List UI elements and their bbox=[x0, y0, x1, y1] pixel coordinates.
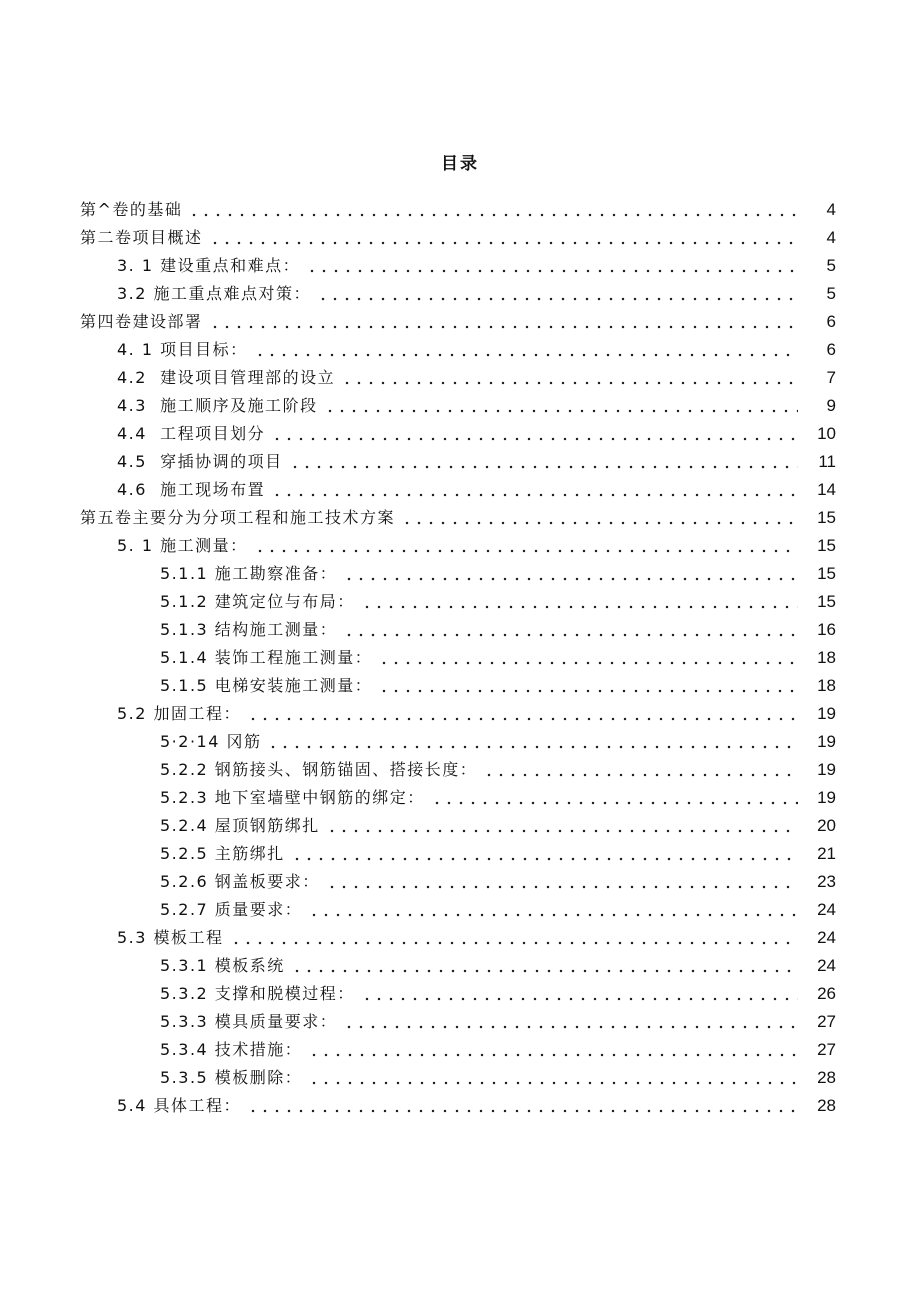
toc-entry-page-number: 9 bbox=[826, 396, 836, 415]
toc-entry-page-number: 19 bbox=[817, 732, 836, 751]
toc-entry-label: 5.3.2 支撑和脱模过程： bbox=[160, 984, 355, 1003]
toc-dot-leader bbox=[306, 252, 798, 280]
toc-entry-page-number: 28 bbox=[817, 1068, 836, 1087]
toc-entry-label: 5.2.4 屋顶钢筋绑扎 bbox=[160, 816, 320, 835]
toc-entry[interactable] bbox=[0, 224, 920, 252]
toc-dot-leader bbox=[361, 980, 798, 1008]
toc-entry-label: 4.2 建设项目管理部的设立 bbox=[117, 368, 336, 387]
toc-entry-label: 5.1.1 施工勘察准备： bbox=[160, 564, 338, 583]
toc-entry-page-number: 6 bbox=[826, 312, 836, 331]
toc-entry-page-number: 18 bbox=[817, 676, 836, 695]
toc-entry-page-number: 10 bbox=[817, 424, 836, 443]
toc-entry[interactable] bbox=[0, 280, 920, 308]
toc-dot-leader bbox=[343, 616, 798, 644]
toc-entry-page-number: 27 bbox=[817, 1012, 836, 1031]
toc-entry-label: 4.5 穿插协调的项目 bbox=[117, 452, 283, 471]
toc-entry-page-number: 21 bbox=[817, 844, 836, 863]
toc-entry[interactable] bbox=[0, 336, 920, 364]
toc-entry-label: 5·2·14 冈筋 bbox=[160, 732, 262, 751]
toc-entry[interactable] bbox=[0, 392, 920, 420]
toc-dot-leader bbox=[341, 364, 798, 392]
toc-dot-leader bbox=[230, 924, 798, 952]
toc-dot-leader bbox=[343, 560, 798, 588]
toc-entry[interactable] bbox=[0, 868, 920, 896]
toc-entry-label: 5.1.5 电梯安装施工测量： bbox=[160, 676, 373, 695]
toc-entry[interactable] bbox=[0, 420, 920, 448]
toc-dot-leader bbox=[401, 504, 798, 532]
toc-entry-label: 5. 1 施工测量： bbox=[117, 536, 248, 555]
toc-entry-label: 5.1.2 建筑定位与布局： bbox=[160, 592, 355, 611]
toc-dot-leader bbox=[378, 672, 798, 700]
toc-entry-page-number: 4 bbox=[826, 228, 836, 247]
toc-dot-leader bbox=[361, 588, 798, 616]
toc-entry-page-number: 20 bbox=[817, 816, 836, 835]
toc-entry[interactable] bbox=[0, 728, 920, 756]
toc-entry[interactable] bbox=[0, 840, 920, 868]
toc-dot-leader bbox=[431, 784, 798, 812]
toc-dot-leader bbox=[308, 896, 798, 924]
toc-dot-leader bbox=[378, 644, 798, 672]
toc-entry-page-number: 28 bbox=[817, 1096, 836, 1115]
toc-dot-leader bbox=[291, 840, 798, 868]
toc-dot-leader bbox=[254, 336, 798, 364]
toc-entry-label: 4. 1 项目目标： bbox=[117, 340, 248, 359]
toc-dot-leader bbox=[247, 700, 798, 728]
toc-entry-label: 3. 1 建设重点和难点： bbox=[117, 256, 301, 275]
toc-entry-label: 4.3 施工顺序及施工阶段 bbox=[117, 396, 318, 415]
toc-entry-page-number: 18 bbox=[817, 648, 836, 667]
toc-entry-label: 5.2.5 主筋绑扎 bbox=[160, 844, 285, 863]
toc-entry-label: 5.2.3 地下室墙壁中钢筋的绑定： bbox=[160, 788, 425, 807]
toc-entry-label: 5.3 模板工程 bbox=[117, 928, 224, 947]
toc-entry-label: 5.4 具体工程： bbox=[117, 1096, 242, 1115]
toc-entry-label: 第二卷项目概述 bbox=[80, 228, 203, 247]
toc-entry-page-number: 15 bbox=[817, 536, 836, 555]
toc-entry-label: 4.6 施工现场布置 bbox=[117, 480, 266, 499]
toc-entry-label: 5.3.4 技术措施： bbox=[160, 1040, 303, 1059]
toc-entry[interactable] bbox=[0, 196, 920, 224]
toc-entry[interactable] bbox=[0, 924, 920, 952]
toc-entry[interactable] bbox=[0, 504, 920, 532]
toc-entry-page-number: 24 bbox=[817, 900, 836, 919]
toc-entry-page-number: 6 bbox=[826, 340, 836, 359]
toc-entry-page-number: 14 bbox=[817, 480, 836, 499]
toc-dot-leader bbox=[271, 476, 798, 504]
toc-entry-label: 3.2 施工重点难点对策： bbox=[117, 284, 312, 303]
toc-dot-leader bbox=[324, 392, 798, 420]
toc-entry[interactable] bbox=[0, 896, 920, 924]
toc-dot-leader bbox=[188, 196, 798, 224]
toc-entry-page-number: 15 bbox=[817, 592, 836, 611]
toc-dot-leader bbox=[326, 812, 798, 840]
toc-dot-leader bbox=[317, 280, 798, 308]
toc-entry[interactable] bbox=[0, 588, 920, 616]
toc-dot-leader bbox=[209, 224, 798, 252]
toc-entry[interactable] bbox=[0, 812, 920, 840]
toc-dot-leader bbox=[254, 532, 798, 560]
toc-entry-page-number: 15 bbox=[817, 564, 836, 583]
toc-entry[interactable] bbox=[0, 448, 920, 476]
toc-entry-page-number: 5 bbox=[826, 284, 836, 303]
toc-dot-leader bbox=[271, 420, 798, 448]
toc-dot-leader bbox=[247, 1092, 798, 1120]
toc-entry-label: 第四卷建设部署 bbox=[80, 312, 203, 331]
toc-entry-page-number: 16 bbox=[817, 620, 836, 639]
toc-entry-label: 5.3.1 模板系统 bbox=[160, 956, 285, 975]
toc-entry-page-number: 24 bbox=[817, 956, 836, 975]
toc-dot-leader bbox=[289, 448, 798, 476]
toc-entry-page-number: 24 bbox=[817, 928, 836, 947]
toc-dot-leader bbox=[326, 868, 798, 896]
toc-entry-page-number: 23 bbox=[817, 872, 836, 891]
toc-entry-label: 5.3.3 模具质量要求： bbox=[160, 1012, 338, 1031]
toc-entry[interactable] bbox=[0, 1036, 920, 1064]
toc-entry[interactable] bbox=[0, 700, 920, 728]
toc-entry[interactable] bbox=[0, 1008, 920, 1036]
toc-entry-page-number: 26 bbox=[817, 984, 836, 1003]
toc-entry-label: 5.1.3 结构施工测量： bbox=[160, 620, 338, 639]
toc-entry-label: 第五卷主要分为分项工程和施工技术方案 bbox=[80, 508, 396, 527]
toc-entry-page-number: 7 bbox=[826, 368, 836, 387]
toc-entry-page-number: 19 bbox=[817, 704, 836, 723]
toc-dot-leader bbox=[308, 1064, 798, 1092]
toc-entry-page-number: 11 bbox=[818, 452, 836, 471]
toc-entry[interactable] bbox=[0, 616, 920, 644]
toc-entry[interactable] bbox=[0, 364, 920, 392]
toc-entry-label: 5.2.2 钢筋接头、钢筋锚固、搭接长度： bbox=[160, 760, 478, 779]
toc-dot-leader bbox=[267, 728, 798, 756]
toc-dot-leader bbox=[483, 756, 798, 784]
toc-entry-label: 5.2.6 钢盖板要求： bbox=[160, 872, 320, 891]
toc-dot-leader bbox=[343, 1008, 798, 1036]
toc-entry-label: 4.4 工程项目划分 bbox=[117, 424, 266, 443]
toc-entry[interactable] bbox=[0, 1092, 920, 1120]
toc-dot-leader bbox=[209, 308, 798, 336]
toc-entry[interactable] bbox=[0, 980, 920, 1008]
toc-entry-page-number: 4 bbox=[826, 200, 836, 219]
toc-entry-page-number: 19 bbox=[817, 760, 836, 779]
toc-entry[interactable] bbox=[0, 560, 920, 588]
toc-entry-label: 5.3.5 模板删除： bbox=[160, 1068, 303, 1087]
toc-entry[interactable] bbox=[0, 784, 920, 812]
toc-entry[interactable] bbox=[0, 644, 920, 672]
toc-entry[interactable] bbox=[0, 672, 920, 700]
toc-entry-page-number: 15 bbox=[817, 508, 836, 527]
toc-dot-leader bbox=[308, 1036, 798, 1064]
toc-entry[interactable] bbox=[0, 308, 920, 336]
toc-dot-leader bbox=[291, 952, 798, 980]
toc-entry[interactable] bbox=[0, 252, 920, 280]
toc-entry-page-number: 19 bbox=[817, 788, 836, 807]
toc-entry[interactable] bbox=[0, 756, 920, 784]
toc-entry-page-number: 5 bbox=[826, 256, 836, 275]
toc-entry-page-number: 27 bbox=[817, 1040, 836, 1059]
toc-entry-label: 5.1.4 装饰工程施工测量： bbox=[160, 648, 373, 667]
toc-entry-label: 5.2.7 质量要求： bbox=[160, 900, 303, 919]
toc-entry[interactable] bbox=[0, 476, 920, 504]
toc-entry[interactable] bbox=[0, 952, 920, 980]
toc-entry[interactable] bbox=[0, 1064, 920, 1092]
toc-title: 目录 bbox=[441, 154, 479, 174]
toc-entry-label: 第^卷的基础 bbox=[80, 200, 183, 219]
toc-list bbox=[0, 196, 920, 1120]
toc-entry[interactable] bbox=[0, 532, 920, 560]
toc-entry-label: 5.2 加固工程： bbox=[117, 704, 242, 723]
